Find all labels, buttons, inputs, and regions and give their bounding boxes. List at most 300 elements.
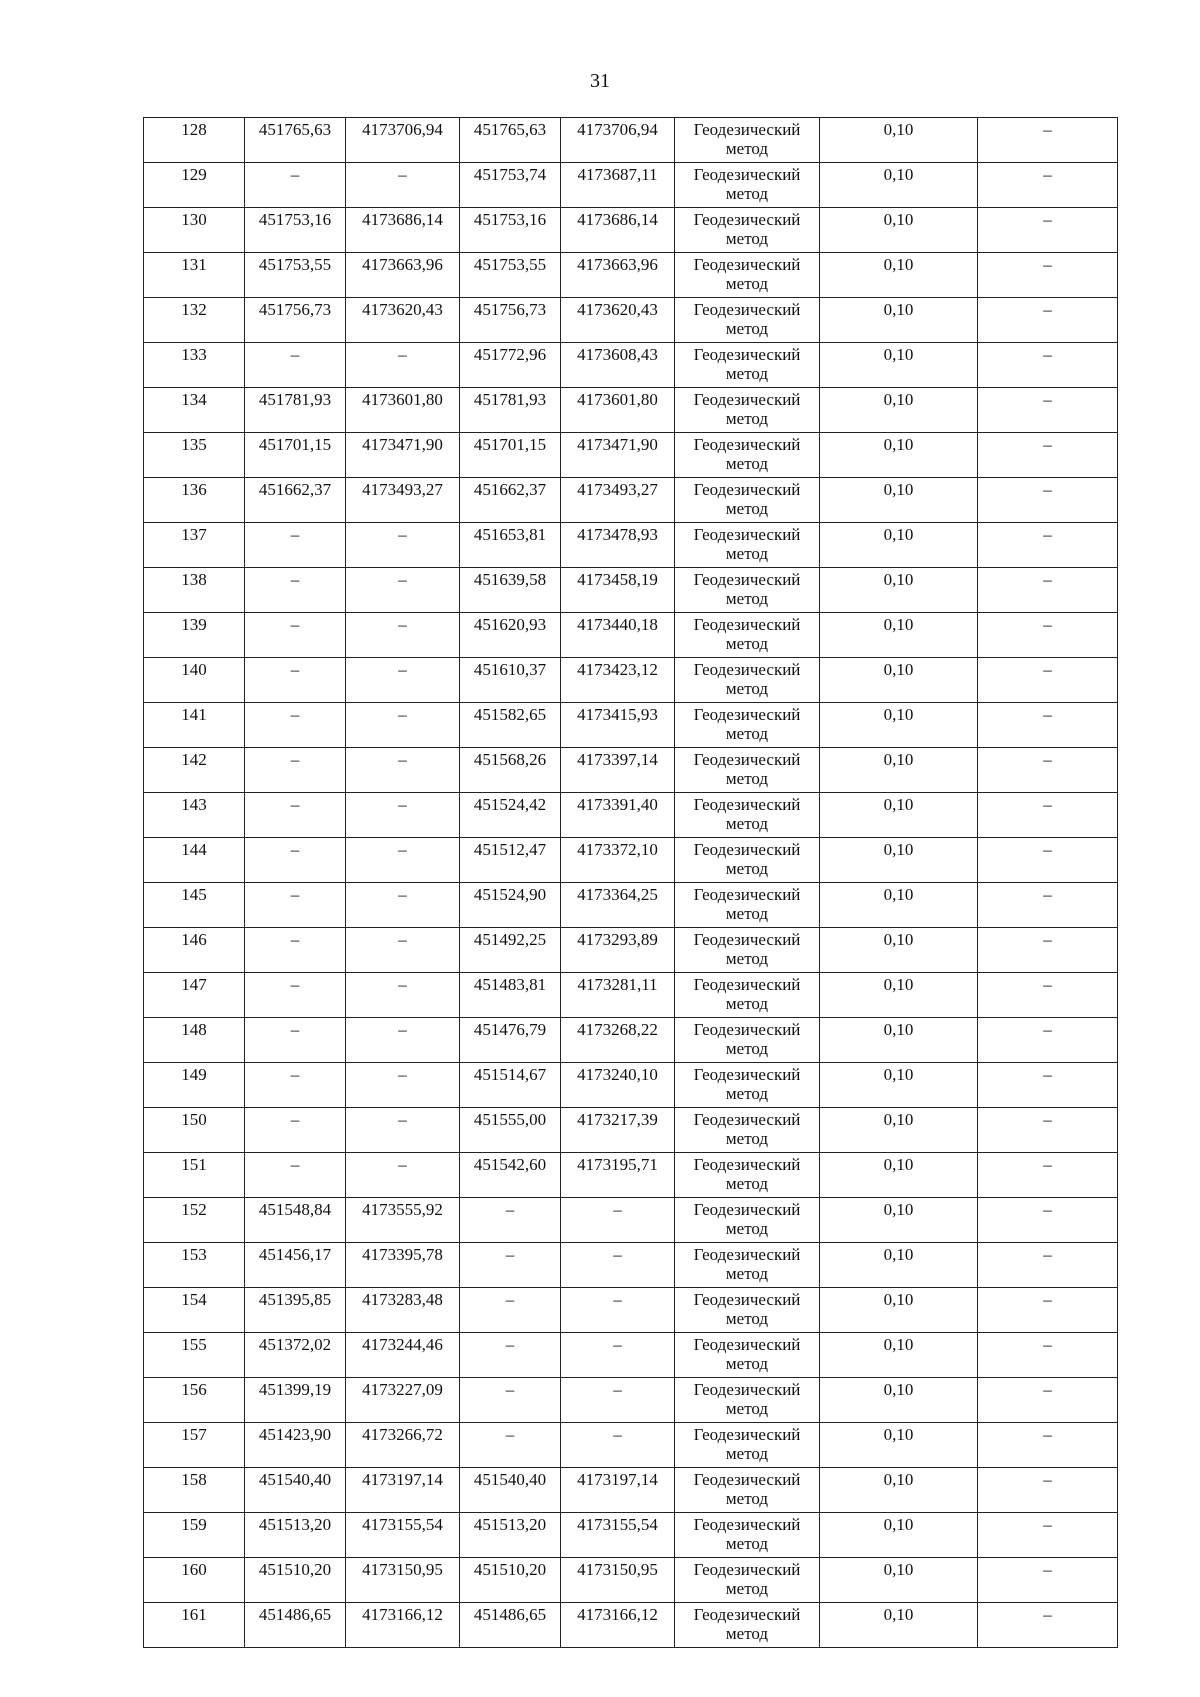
method-cell: Геодезический метод — [675, 973, 820, 1018]
table-row — [144, 1288, 1118, 1333]
y-new-cell: 4173471,90 — [561, 433, 675, 478]
method-cell: Геодезический метод — [675, 433, 820, 478]
method-cell: Геодезический метод — [675, 1288, 820, 1333]
x-new-cell: – — [460, 1333, 561, 1378]
y-existing-cell: – — [346, 1018, 460, 1063]
table-row — [144, 1243, 1118, 1288]
table-row — [144, 388, 1118, 433]
accuracy-cell: 0,10 — [820, 433, 978, 478]
method-cell: Геодезический метод — [675, 1603, 820, 1648]
x-new-cell: 451582,65 — [460, 703, 561, 748]
point-number-cell: 144 — [144, 838, 245, 883]
accuracy-cell: 0,10 — [820, 1063, 978, 1108]
y-existing-cell: – — [346, 703, 460, 748]
point-number-cell: 149 — [144, 1063, 245, 1108]
table-row — [144, 613, 1118, 658]
x-existing-cell: – — [245, 973, 346, 1018]
point-number-cell: 142 — [144, 748, 245, 793]
note-cell: – — [978, 928, 1118, 973]
x-existing-cell: 451513,20 — [245, 1513, 346, 1558]
method-cell: Геодезический метод — [675, 1423, 820, 1468]
y-new-cell: 4173166,12 — [561, 1603, 675, 1648]
point-number-cell: 151 — [144, 1153, 245, 1198]
method-cell: Геодезический метод — [675, 298, 820, 343]
y-existing-cell: 4173686,14 — [346, 208, 460, 253]
x-existing-cell: – — [245, 1063, 346, 1108]
y-existing-cell: 4173244,46 — [346, 1333, 460, 1378]
x-existing-cell: – — [245, 1018, 346, 1063]
table-row — [144, 478, 1118, 523]
y-new-cell: 4173197,14 — [561, 1468, 675, 1513]
table-row — [144, 703, 1118, 748]
point-number-cell: 132 — [144, 298, 245, 343]
x-new-cell: 451753,55 — [460, 253, 561, 298]
note-cell: – — [978, 1243, 1118, 1288]
point-number-cell: 147 — [144, 973, 245, 1018]
x-new-cell: 451476,79 — [460, 1018, 561, 1063]
x-existing-cell: – — [245, 703, 346, 748]
point-number-cell: 130 — [144, 208, 245, 253]
y-new-cell: 4173706,94 — [561, 118, 675, 163]
y-existing-cell: 4173601,80 — [346, 388, 460, 433]
accuracy-cell: 0,10 — [820, 1558, 978, 1603]
y-new-cell: 4173217,39 — [561, 1108, 675, 1153]
table-row — [144, 1333, 1118, 1378]
y-existing-cell: 4173227,09 — [346, 1378, 460, 1423]
accuracy-cell: 0,10 — [820, 1108, 978, 1153]
x-existing-cell: – — [245, 793, 346, 838]
table-row — [144, 1198, 1118, 1243]
y-new-cell: – — [561, 1243, 675, 1288]
accuracy-cell: 0,10 — [820, 1153, 978, 1198]
table-row — [144, 658, 1118, 703]
y-new-cell: 4173240,10 — [561, 1063, 675, 1108]
table-row — [144, 1018, 1118, 1063]
method-cell: Геодезический метод — [675, 1018, 820, 1063]
point-number-cell: 137 — [144, 523, 245, 568]
y-new-cell: 4173601,80 — [561, 388, 675, 433]
y-new-cell: – — [561, 1423, 675, 1468]
method-cell: Геодезический метод — [675, 1468, 820, 1513]
y-new-cell: 4173397,14 — [561, 748, 675, 793]
accuracy-cell: 0,10 — [820, 1603, 978, 1648]
y-new-cell: 4173423,12 — [561, 658, 675, 703]
y-new-cell: 4173478,93 — [561, 523, 675, 568]
table-row — [144, 748, 1118, 793]
y-existing-cell: 4173155,54 — [346, 1513, 460, 1558]
note-cell: – — [978, 343, 1118, 388]
x-new-cell: 451483,81 — [460, 973, 561, 1018]
method-cell: Геодезический метод — [675, 658, 820, 703]
y-new-cell: 4173608,43 — [561, 343, 675, 388]
y-new-cell: – — [561, 1333, 675, 1378]
x-existing-cell: – — [245, 883, 346, 928]
accuracy-cell: 0,10 — [820, 883, 978, 928]
table-row — [144, 1378, 1118, 1423]
accuracy-cell: 0,10 — [820, 1288, 978, 1333]
x-existing-cell: 451399,19 — [245, 1378, 346, 1423]
method-cell: Геодезический метод — [675, 523, 820, 568]
y-new-cell: 4173620,43 — [561, 298, 675, 343]
x-new-cell: 451555,00 — [460, 1108, 561, 1153]
x-new-cell: 451524,42 — [460, 793, 561, 838]
table-row — [144, 1513, 1118, 1558]
y-existing-cell: – — [346, 1153, 460, 1198]
y-new-cell: 4173293,89 — [561, 928, 675, 973]
y-new-cell: 4173663,96 — [561, 253, 675, 298]
x-new-cell: 451512,47 — [460, 838, 561, 883]
y-existing-cell: – — [346, 163, 460, 208]
x-existing-cell: 451701,15 — [245, 433, 346, 478]
accuracy-cell: 0,10 — [820, 343, 978, 388]
point-number-cell: 161 — [144, 1603, 245, 1648]
page-number: 31 — [590, 70, 610, 92]
y-existing-cell: 4173663,96 — [346, 253, 460, 298]
note-cell: – — [978, 118, 1118, 163]
accuracy-cell: 0,10 — [820, 1468, 978, 1513]
x-existing-cell: 451753,16 — [245, 208, 346, 253]
table-row — [144, 1558, 1118, 1603]
y-existing-cell: 4173166,12 — [346, 1603, 460, 1648]
point-number-cell: 158 — [144, 1468, 245, 1513]
method-cell: Геодезический метод — [675, 748, 820, 793]
method-cell: Геодезический метод — [675, 163, 820, 208]
accuracy-cell: 0,10 — [820, 928, 978, 973]
x-existing-cell: 451781,93 — [245, 388, 346, 433]
method-cell: Геодезический метод — [675, 568, 820, 613]
x-new-cell: 451513,20 — [460, 1513, 561, 1558]
accuracy-cell: 0,10 — [820, 163, 978, 208]
x-existing-cell: – — [245, 343, 346, 388]
point-number-cell: 135 — [144, 433, 245, 478]
point-number-cell: 131 — [144, 253, 245, 298]
note-cell: – — [978, 1108, 1118, 1153]
table-row — [144, 883, 1118, 928]
y-new-cell: 4173493,27 — [561, 478, 675, 523]
y-existing-cell: – — [346, 1108, 460, 1153]
point-number-cell: 145 — [144, 883, 245, 928]
y-existing-cell: 4173283,48 — [346, 1288, 460, 1333]
x-new-cell: 451620,93 — [460, 613, 561, 658]
point-number-cell: 143 — [144, 793, 245, 838]
point-number-cell: 148 — [144, 1018, 245, 1063]
accuracy-cell: 0,10 — [820, 793, 978, 838]
y-existing-cell: – — [346, 793, 460, 838]
note-cell: – — [978, 478, 1118, 523]
method-cell: Геодезический метод — [675, 793, 820, 838]
x-existing-cell: 451486,65 — [245, 1603, 346, 1648]
method-cell: Геодезический метод — [675, 1063, 820, 1108]
y-existing-cell: – — [346, 343, 460, 388]
method-cell: Геодезический метод — [675, 1108, 820, 1153]
method-cell: Геодезический метод — [675, 1333, 820, 1378]
table-row — [144, 433, 1118, 478]
note-cell: – — [978, 568, 1118, 613]
accuracy-cell: 0,10 — [820, 973, 978, 1018]
x-existing-cell: – — [245, 928, 346, 973]
y-existing-cell: – — [346, 838, 460, 883]
accuracy-cell: 0,10 — [820, 568, 978, 613]
y-new-cell: 4173372,10 — [561, 838, 675, 883]
x-existing-cell: 451756,73 — [245, 298, 346, 343]
x-new-cell: 451524,90 — [460, 883, 561, 928]
y-existing-cell: – — [346, 1063, 460, 1108]
x-new-cell: 451781,93 — [460, 388, 561, 433]
note-cell: – — [978, 1198, 1118, 1243]
method-cell: Геодезический метод — [675, 118, 820, 163]
note-cell: – — [978, 883, 1118, 928]
method-cell: Геодезический метод — [675, 703, 820, 748]
accuracy-cell: 0,10 — [820, 838, 978, 883]
accuracy-cell: 0,10 — [820, 388, 978, 433]
accuracy-cell: 0,10 — [820, 703, 978, 748]
accuracy-cell: 0,10 — [820, 118, 978, 163]
x-existing-cell: 451548,84 — [245, 1198, 346, 1243]
point-number-cell: 140 — [144, 658, 245, 703]
y-new-cell: 4173686,14 — [561, 208, 675, 253]
point-number-cell: 160 — [144, 1558, 245, 1603]
x-existing-cell: 451395,85 — [245, 1288, 346, 1333]
note-cell: – — [978, 973, 1118, 1018]
table-body — [144, 118, 1118, 1648]
y-existing-cell: – — [346, 928, 460, 973]
note-cell: – — [978, 523, 1118, 568]
x-new-cell: – — [460, 1288, 561, 1333]
x-new-cell: – — [460, 1423, 561, 1468]
table-row — [144, 928, 1118, 973]
x-new-cell: 451701,15 — [460, 433, 561, 478]
x-new-cell: – — [460, 1198, 561, 1243]
method-cell: Геодезический метод — [675, 883, 820, 928]
note-cell: – — [978, 703, 1118, 748]
method-cell: Геодезический метод — [675, 1513, 820, 1558]
method-cell: Геодезический метод — [675, 1153, 820, 1198]
point-number-cell: 133 — [144, 343, 245, 388]
table-row — [144, 298, 1118, 343]
y-existing-cell: 4173395,78 — [346, 1243, 460, 1288]
accuracy-cell: 0,10 — [820, 1378, 978, 1423]
accuracy-cell: 0,10 — [820, 748, 978, 793]
y-existing-cell: 4173197,14 — [346, 1468, 460, 1513]
accuracy-cell: 0,10 — [820, 208, 978, 253]
note-cell: – — [978, 1423, 1118, 1468]
y-new-cell: 4173391,40 — [561, 793, 675, 838]
y-new-cell: – — [561, 1198, 675, 1243]
x-existing-cell: – — [245, 568, 346, 613]
method-cell: Геодезический метод — [675, 478, 820, 523]
x-new-cell: 451610,37 — [460, 658, 561, 703]
x-existing-cell: 451456,17 — [245, 1243, 346, 1288]
point-number-cell: 146 — [144, 928, 245, 973]
y-existing-cell: – — [346, 523, 460, 568]
method-cell: Геодезический метод — [675, 388, 820, 433]
x-new-cell: 451662,37 — [460, 478, 561, 523]
note-cell: – — [978, 748, 1118, 793]
method-cell: Геодезический метод — [675, 613, 820, 658]
y-new-cell: 4173150,95 — [561, 1558, 675, 1603]
accuracy-cell: 0,10 — [820, 1243, 978, 1288]
accuracy-cell: 0,10 — [820, 523, 978, 568]
x-new-cell: – — [460, 1378, 561, 1423]
note-cell: – — [978, 1063, 1118, 1108]
note-cell: – — [978, 838, 1118, 883]
method-cell: Геодезический метод — [675, 838, 820, 883]
y-existing-cell: 4173266,72 — [346, 1423, 460, 1468]
table-row — [144, 163, 1118, 208]
table-row — [144, 568, 1118, 613]
table-row — [144, 1468, 1118, 1513]
table-row — [144, 1063, 1118, 1108]
x-existing-cell: – — [245, 748, 346, 793]
note-cell: – — [978, 658, 1118, 703]
y-existing-cell: 4173620,43 — [346, 298, 460, 343]
point-number-cell: 134 — [144, 388, 245, 433]
x-new-cell: 451514,67 — [460, 1063, 561, 1108]
y-new-cell: 4173458,19 — [561, 568, 675, 613]
table-row — [144, 523, 1118, 568]
point-number-cell: 128 — [144, 118, 245, 163]
y-existing-cell: – — [346, 568, 460, 613]
x-existing-cell: – — [245, 1108, 346, 1153]
x-new-cell: 451568,26 — [460, 748, 561, 793]
note-cell: – — [978, 1153, 1118, 1198]
x-new-cell: 451772,96 — [460, 343, 561, 388]
point-number-cell: 155 — [144, 1333, 245, 1378]
method-cell: Геодезический метод — [675, 928, 820, 973]
y-new-cell: 4173155,54 — [561, 1513, 675, 1558]
y-new-cell: 4173415,93 — [561, 703, 675, 748]
note-cell: – — [978, 388, 1118, 433]
point-number-cell: 150 — [144, 1108, 245, 1153]
method-cell: Геодезический метод — [675, 208, 820, 253]
point-number-cell: 152 — [144, 1198, 245, 1243]
note-cell: – — [978, 163, 1118, 208]
y-new-cell: 4173364,25 — [561, 883, 675, 928]
y-new-cell: 4173195,71 — [561, 1153, 675, 1198]
point-number-cell: 157 — [144, 1423, 245, 1468]
x-existing-cell: 451540,40 — [245, 1468, 346, 1513]
x-new-cell: 451753,74 — [460, 163, 561, 208]
y-new-cell: 4173268,22 — [561, 1018, 675, 1063]
note-cell: – — [978, 1288, 1118, 1333]
y-existing-cell: 4173555,92 — [346, 1198, 460, 1243]
y-new-cell: 4173281,11 — [561, 973, 675, 1018]
method-cell: Геодезический метод — [675, 253, 820, 298]
coordinates-table — [143, 117, 1118, 1648]
note-cell: – — [978, 253, 1118, 298]
y-new-cell: 4173687,11 — [561, 163, 675, 208]
accuracy-cell: 0,10 — [820, 1333, 978, 1378]
note-cell: – — [978, 1558, 1118, 1603]
x-existing-cell: – — [245, 163, 346, 208]
y-new-cell: 4173440,18 — [561, 613, 675, 658]
table-row — [144, 1153, 1118, 1198]
note-cell: – — [978, 1513, 1118, 1558]
table-row — [144, 838, 1118, 883]
table-row — [144, 1108, 1118, 1153]
table-row — [144, 118, 1118, 163]
table-row — [144, 793, 1118, 838]
note-cell: – — [978, 1468, 1118, 1513]
x-existing-cell: – — [245, 1153, 346, 1198]
point-number-cell: 153 — [144, 1243, 245, 1288]
accuracy-cell: 0,10 — [820, 1018, 978, 1063]
point-number-cell: 141 — [144, 703, 245, 748]
x-new-cell: 451486,65 — [460, 1603, 561, 1648]
x-new-cell: 451542,60 — [460, 1153, 561, 1198]
x-new-cell: 451753,16 — [460, 208, 561, 253]
y-existing-cell: 4173706,94 — [346, 118, 460, 163]
point-number-cell: 154 — [144, 1288, 245, 1333]
point-number-cell: 136 — [144, 478, 245, 523]
method-cell: Геодезический метод — [675, 1378, 820, 1423]
accuracy-cell: 0,10 — [820, 1513, 978, 1558]
x-existing-cell: – — [245, 838, 346, 883]
y-existing-cell: – — [346, 613, 460, 658]
x-new-cell: 451510,20 — [460, 1558, 561, 1603]
table-row — [144, 973, 1118, 1018]
table-row — [144, 208, 1118, 253]
accuracy-cell: 0,10 — [820, 253, 978, 298]
note-cell: – — [978, 1018, 1118, 1063]
x-existing-cell: 451423,90 — [245, 1423, 346, 1468]
x-new-cell: 451756,73 — [460, 298, 561, 343]
y-existing-cell: 4173471,90 — [346, 433, 460, 478]
x-existing-cell: – — [245, 658, 346, 703]
y-new-cell: – — [561, 1378, 675, 1423]
accuracy-cell: 0,10 — [820, 613, 978, 658]
table-row — [144, 1423, 1118, 1468]
method-cell: Геодезический метод — [675, 1198, 820, 1243]
y-existing-cell: – — [346, 748, 460, 793]
x-existing-cell: 451662,37 — [245, 478, 346, 523]
x-new-cell: 451653,81 — [460, 523, 561, 568]
y-existing-cell: 4173493,27 — [346, 478, 460, 523]
y-existing-cell: – — [346, 883, 460, 928]
x-existing-cell: 451765,63 — [245, 118, 346, 163]
note-cell: – — [978, 208, 1118, 253]
point-number-cell: 159 — [144, 1513, 245, 1558]
x-new-cell: – — [460, 1243, 561, 1288]
accuracy-cell: 0,10 — [820, 1198, 978, 1243]
y-existing-cell: – — [346, 973, 460, 1018]
note-cell: – — [978, 298, 1118, 343]
note-cell: – — [978, 793, 1118, 838]
method-cell: Геодезический метод — [675, 1558, 820, 1603]
x-existing-cell: 451372,02 — [245, 1333, 346, 1378]
y-new-cell: – — [561, 1288, 675, 1333]
table-row — [144, 253, 1118, 298]
point-number-cell: 156 — [144, 1378, 245, 1423]
note-cell: – — [978, 1603, 1118, 1648]
x-existing-cell: 451753,55 — [245, 253, 346, 298]
x-existing-cell: 451510,20 — [245, 1558, 346, 1603]
x-new-cell: 451765,63 — [460, 118, 561, 163]
y-existing-cell: – — [346, 658, 460, 703]
x-new-cell: 451492,25 — [460, 928, 561, 973]
point-number-cell: 129 — [144, 163, 245, 208]
note-cell: – — [978, 1378, 1118, 1423]
method-cell: Геодезический метод — [675, 1243, 820, 1288]
x-new-cell: 451540,40 — [460, 1468, 561, 1513]
note-cell: – — [978, 613, 1118, 658]
x-existing-cell: – — [245, 523, 346, 568]
y-existing-cell: 4173150,95 — [346, 1558, 460, 1603]
accuracy-cell: 0,10 — [820, 478, 978, 523]
point-number-cell: 138 — [144, 568, 245, 613]
note-cell: – — [978, 1333, 1118, 1378]
table-row — [144, 343, 1118, 388]
